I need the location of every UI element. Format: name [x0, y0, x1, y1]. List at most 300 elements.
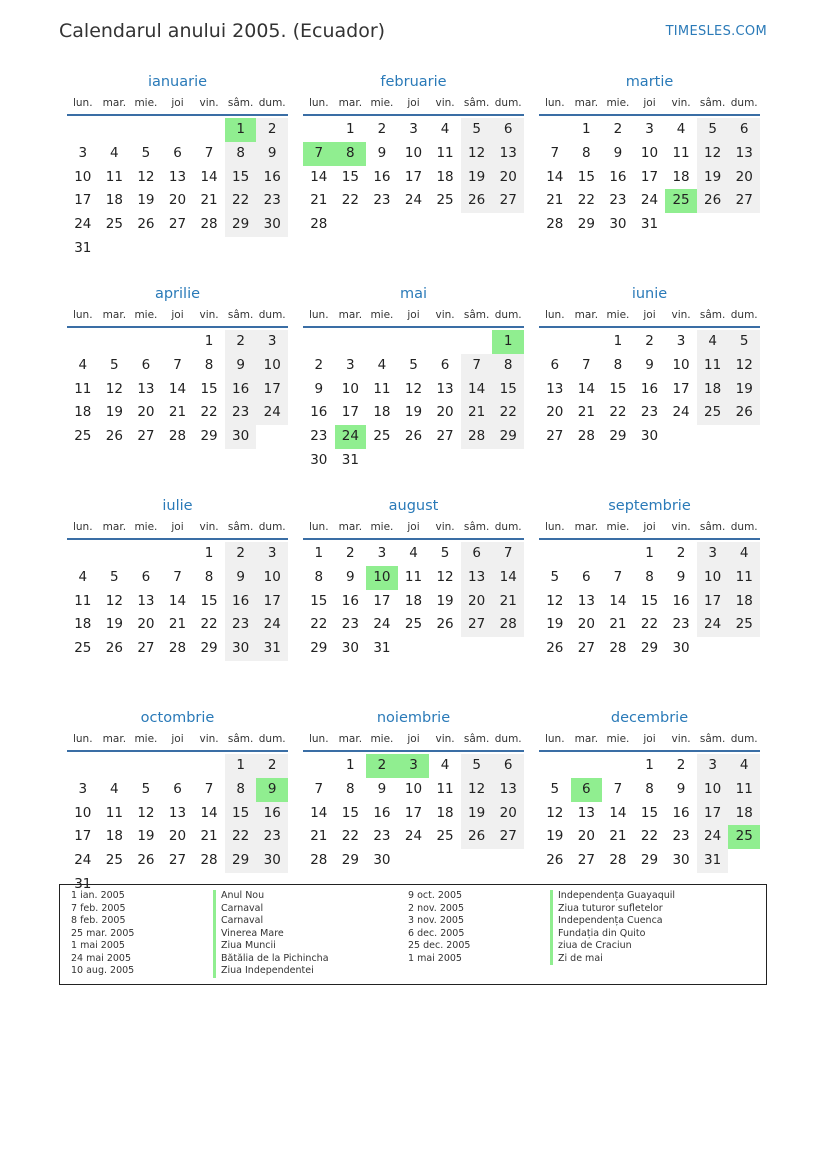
day-cell: 2	[256, 118, 288, 142]
day-cell: 24	[74, 216, 92, 233]
day-cell: 1	[645, 757, 654, 773]
day-cell: 17	[256, 590, 288, 614]
day-cell: 16	[225, 378, 257, 402]
day-cell: 17	[341, 404, 359, 421]
weekday-label: mar.	[102, 97, 127, 109]
day-cell: 28	[310, 216, 328, 233]
day-cell: 26	[436, 616, 454, 633]
day-cell: 4	[78, 356, 88, 373]
weekday-label: mie.	[606, 521, 630, 533]
day-cell: 10	[74, 168, 92, 185]
empty-cell	[571, 754, 603, 778]
weekday-label: lun.	[544, 521, 565, 533]
empty-cell	[335, 330, 367, 354]
day-cell: 18	[74, 616, 92, 633]
day-cell: 5	[461, 754, 493, 778]
day-cell: 24	[697, 825, 729, 849]
weekday-label: dum.	[730, 733, 758, 745]
empty-cell	[539, 118, 571, 142]
day-cell: 28	[200, 216, 218, 233]
day-grid	[539, 542, 760, 661]
holiday-day-cell: 7	[303, 142, 335, 166]
weekday-label: sâm.	[227, 521, 254, 533]
day-cell: 25	[373, 428, 391, 445]
day-cell: 27	[168, 852, 187, 869]
day-cell: 21	[577, 404, 595, 421]
day-cell: 21	[609, 828, 627, 845]
day-cell: 11	[105, 804, 123, 821]
day-cell: 11	[436, 144, 454, 161]
day-cell: 26	[137, 852, 155, 869]
day-cell: 29	[640, 640, 659, 657]
day-cell: 17	[697, 802, 729, 826]
month-ianuarie	[67, 72, 288, 284]
day-cell: 3	[676, 333, 686, 349]
day-cell: 1	[225, 754, 257, 778]
day-cell: 7	[492, 542, 524, 566]
day-cell: 30	[672, 640, 690, 657]
day-cell: 4	[676, 121, 686, 137]
day-cell: 15	[640, 592, 659, 609]
weekday-label: joi	[407, 521, 420, 533]
day-cell: 6	[728, 118, 760, 142]
day-cell: 27	[728, 189, 760, 213]
day-cell: 13	[137, 380, 155, 397]
weekday-label: sâm.	[699, 521, 726, 533]
day-grid	[303, 118, 524, 237]
empty-cell	[162, 330, 194, 354]
day-cell: 7	[613, 780, 623, 797]
day-cell: 17	[672, 380, 690, 397]
weekday-label: sâm.	[463, 97, 490, 109]
empty-cell	[461, 330, 493, 354]
day-cell: 27	[137, 428, 155, 445]
day-cell: 23	[672, 828, 690, 845]
day-cell: 14	[609, 804, 627, 821]
day-cell: 21	[200, 828, 218, 845]
weekday-label: dum.	[258, 733, 286, 745]
weekday-label: joi	[407, 309, 420, 321]
day-cell: 18	[436, 168, 454, 185]
day-cell: 5	[440, 545, 450, 561]
day-cell: 22	[310, 616, 328, 633]
day-cell: 2	[256, 754, 288, 778]
day-cell: 23	[341, 616, 359, 633]
weekday-label: lun.	[308, 309, 329, 321]
day-cell: 17	[697, 590, 729, 614]
day-cell: 26	[137, 216, 155, 233]
day-cell: 10	[404, 780, 423, 797]
holiday-day-cell: 1	[225, 118, 257, 142]
day-cell: 13	[577, 592, 595, 609]
day-cell: 4	[78, 568, 88, 585]
day-cell: 26	[105, 428, 123, 445]
day-cell: 14	[609, 592, 627, 609]
day-cell: 16	[672, 592, 690, 609]
day-cell: 17	[640, 168, 659, 185]
weekday-label: dum.	[730, 309, 758, 321]
day-cell: 6	[550, 356, 560, 373]
empty-cell	[398, 330, 430, 354]
day-cell: 5	[110, 356, 119, 373]
site-link[interactable]: TIMESLES.COM	[665, 24, 767, 39]
weekday-header	[303, 516, 524, 540]
month-name: septembrie	[608, 498, 691, 514]
day-cell: 26	[546, 852, 564, 869]
legend-entry: 24 mai 2005	[71, 952, 132, 964]
legend-entry: Independența Cuenca	[550, 915, 675, 928]
day-cell: 20	[728, 166, 760, 190]
day-cell: 28	[546, 216, 564, 233]
day-cell: 15	[609, 380, 627, 397]
day-cell: 18	[697, 378, 729, 402]
day-cell: 29	[577, 216, 595, 233]
day-grid	[303, 754, 524, 873]
day-cell: 24	[640, 192, 659, 209]
weekday-label: vin.	[435, 733, 455, 745]
day-cell: 19	[546, 616, 564, 633]
day-cell: 25	[697, 401, 729, 425]
weekday-header	[67, 516, 288, 540]
empty-cell	[162, 542, 194, 566]
legend-entry: 6 dec. 2005	[408, 927, 465, 939]
legend-entry: Bătălia de la Pichincha	[213, 953, 329, 966]
weekday-label: vin.	[671, 733, 691, 745]
day-cell: 23	[256, 825, 288, 849]
day-grid	[539, 118, 760, 237]
day-cell: 7	[314, 780, 324, 797]
day-cell: 21	[168, 616, 187, 633]
empty-cell	[130, 542, 162, 566]
day-cell: 23	[672, 616, 690, 633]
day-cell: 3	[377, 545, 387, 561]
day-cell: 28	[310, 852, 328, 869]
day-cell: 22	[492, 401, 524, 425]
legend-names-column-2	[550, 890, 675, 965]
day-cell: 20	[546, 404, 564, 421]
day-cell: 2	[645, 333, 654, 349]
month-septembrie	[539, 496, 760, 708]
day-cell: 20	[577, 616, 595, 633]
day-cell: 21	[546, 192, 564, 209]
weekday-header	[539, 304, 760, 328]
day-cell: 4	[110, 144, 119, 161]
empty-cell	[67, 118, 99, 142]
day-cell: 9	[377, 780, 387, 797]
month-name: decembrie	[610, 710, 689, 726]
empty-cell	[67, 330, 99, 354]
weekday-header	[67, 728, 288, 752]
day-cell: 22	[640, 616, 659, 633]
day-cell: 22	[640, 828, 659, 845]
day-cell: 14	[168, 380, 187, 397]
legend-entry: 9 oct. 2005	[408, 890, 463, 901]
legend-dates-column-2	[408, 890, 470, 965]
day-cell: 6	[173, 144, 182, 161]
day-cell: 4	[440, 121, 450, 137]
day-cell: 16	[310, 404, 328, 421]
day-cell: 9	[225, 566, 257, 590]
day-cell: 24	[404, 192, 423, 209]
day-cell: 8	[645, 568, 654, 585]
day-cell: 12	[546, 592, 564, 609]
day-cell: 5	[141, 144, 151, 161]
weekday-label: lun.	[72, 97, 93, 109]
day-cell: 7	[582, 356, 591, 373]
day-cell: 8	[613, 356, 623, 373]
day-cell: 14	[577, 380, 595, 397]
day-cell: 19	[137, 828, 155, 845]
day-cell: 19	[697, 166, 729, 190]
day-cell: 16	[609, 168, 627, 185]
weekday-header	[539, 516, 760, 540]
weekday-label: lun.	[308, 733, 329, 745]
weekday-label: mie.	[606, 97, 630, 109]
weekday-label: dum.	[730, 97, 758, 109]
day-cell: 9	[346, 568, 355, 585]
day-cell: 3	[409, 121, 418, 137]
weekday-label: mie.	[134, 733, 158, 745]
day-cell: 18	[404, 592, 423, 609]
empty-cell	[429, 330, 461, 354]
weekday-label: mie.	[370, 309, 394, 321]
day-cell: 10	[404, 144, 423, 161]
day-cell: 12	[697, 142, 729, 166]
day-cell: 25	[728, 613, 760, 637]
empty-cell	[162, 754, 194, 778]
day-cell: 19	[436, 592, 454, 609]
day-cell: 28	[492, 613, 524, 637]
month-august	[303, 496, 524, 708]
day-cell: 17	[74, 192, 92, 209]
day-cell: 30	[640, 428, 659, 445]
day-cell: 11	[697, 354, 729, 378]
day-cell: 24	[74, 852, 92, 869]
legend-entry: Carnaval	[213, 915, 329, 928]
weekday-label: vin.	[671, 309, 691, 321]
day-cell: 7	[461, 354, 493, 378]
day-cell: 12	[137, 804, 155, 821]
day-cell: 13	[492, 778, 524, 802]
legend-entry: 7 feb. 2005	[71, 902, 126, 914]
day-cell: 5	[728, 330, 760, 354]
day-cell: 31	[256, 637, 288, 661]
day-cell: 8	[645, 780, 654, 797]
empty-cell	[539, 330, 571, 354]
day-cell: 21	[168, 404, 187, 421]
day-cell: 8	[492, 354, 524, 378]
day-cell: 18	[105, 192, 123, 209]
day-cell: 23	[310, 428, 328, 445]
day-cell: 6	[141, 568, 151, 585]
legend-entry: Independența Guayaquil	[550, 890, 675, 903]
day-cell: 8	[346, 780, 355, 797]
weekday-label: lun.	[544, 97, 565, 109]
weekday-header	[67, 304, 288, 328]
day-cell: 25	[404, 616, 423, 633]
day-cell: 6	[173, 780, 182, 797]
day-cell: 2	[346, 545, 355, 561]
weekday-label: mie.	[606, 733, 630, 745]
day-cell: 12	[461, 778, 493, 802]
day-cell: 13	[546, 380, 564, 397]
holiday-day-cell: 8	[335, 142, 367, 166]
day-cell: 24	[672, 404, 690, 421]
weekday-label: dum.	[258, 309, 286, 321]
day-cell: 3	[256, 542, 288, 566]
page-title: Calendarul anului 2005. (Ecuador)	[59, 20, 386, 42]
weekday-label: mar.	[338, 733, 363, 745]
day-cell: 30	[225, 425, 257, 449]
weekday-label: vin.	[671, 521, 691, 533]
day-cell: 29	[640, 852, 659, 869]
weekday-label: sâm.	[227, 733, 254, 745]
day-cell: 23	[256, 189, 288, 213]
day-cell: 1	[582, 121, 591, 137]
day-cell: 15	[225, 166, 257, 190]
day-cell: 3	[697, 542, 729, 566]
day-grid	[67, 754, 288, 897]
day-cell: 3	[697, 754, 729, 778]
weekday-label: vin.	[199, 733, 219, 745]
day-cell: 21	[609, 616, 627, 633]
weekday-label: mar.	[102, 521, 127, 533]
day-cell: 26	[461, 189, 493, 213]
day-cell: 18	[373, 404, 391, 421]
weekday-label: dum.	[494, 521, 522, 533]
day-cell: 5	[110, 568, 119, 585]
day-cell: 26	[404, 428, 423, 445]
day-cell: 20	[492, 802, 524, 826]
day-cell: 15	[225, 802, 257, 826]
weekday-label: joi	[171, 733, 184, 745]
day-cell: 20	[168, 828, 187, 845]
day-cell: 15	[492, 378, 524, 402]
holiday-day-cell: 3	[398, 754, 430, 778]
legend-entry: Carnaval	[213, 903, 329, 916]
weekday-label: dum.	[730, 521, 758, 533]
day-cell: 2	[676, 757, 686, 773]
day-cell: 22	[200, 404, 218, 421]
day-cell: 24	[373, 616, 391, 633]
weekday-label: dum.	[494, 309, 522, 321]
weekday-header	[539, 728, 760, 752]
legend-entry: 8 feb. 2005	[71, 915, 126, 926]
month-name: iunie	[631, 286, 668, 302]
day-cell: 22	[225, 189, 257, 213]
empty-cell	[162, 118, 194, 142]
day-cell: 27	[492, 189, 524, 213]
day-cell: 17	[404, 804, 423, 821]
day-cell: 9	[225, 354, 257, 378]
day-cell: 29	[609, 428, 627, 445]
weekday-label: lun.	[308, 521, 329, 533]
day-cell: 20	[137, 616, 155, 633]
day-cell: 29	[225, 213, 257, 237]
day-cell: 1	[204, 545, 214, 561]
day-cell: 2	[676, 545, 686, 561]
legend-entry: Ziua Independentei	[213, 965, 329, 978]
month-noiembrie	[303, 708, 524, 908]
day-cell: 5	[409, 356, 418, 373]
holiday-day-cell: 1	[492, 330, 524, 354]
day-cell: 10	[672, 356, 690, 373]
empty-cell	[303, 118, 335, 142]
empty-cell	[571, 542, 603, 566]
weekday-label: lun.	[72, 733, 93, 745]
day-cell: 9	[645, 356, 654, 373]
day-cell: 13	[492, 142, 524, 166]
day-cell: 27	[577, 852, 595, 869]
day-cell: 28	[168, 428, 187, 445]
day-cell: 15	[577, 168, 595, 185]
day-cell: 9	[676, 568, 686, 585]
day-cell: 11	[105, 168, 123, 185]
day-cell: 16	[225, 590, 257, 614]
day-cell: 20	[137, 404, 155, 421]
day-cell: 31	[697, 849, 729, 873]
month-name: octombrie	[140, 710, 215, 726]
day-cell: 5	[550, 568, 560, 585]
day-cell: 30	[225, 637, 257, 661]
weekday-label: sâm.	[463, 309, 490, 321]
weekday-label: mie.	[370, 521, 394, 533]
day-cell: 16	[373, 804, 391, 821]
holiday-day-cell: 2	[366, 754, 398, 778]
day-cell: 28	[168, 640, 187, 657]
day-cell: 25	[436, 828, 454, 845]
day-cell: 10	[341, 380, 359, 397]
day-cell: 29	[341, 852, 359, 869]
legend-entry: 25 dec. 2005	[408, 940, 471, 951]
day-cell: 31	[74, 875, 92, 892]
day-cell: 25	[74, 640, 92, 657]
day-cell: 27	[577, 640, 595, 657]
day-cell: 30	[310, 451, 328, 468]
day-cell: 18	[728, 802, 760, 826]
day-cell: 24	[256, 613, 288, 637]
weekday-label: mar.	[574, 521, 599, 533]
weekday-label: mar.	[102, 309, 127, 321]
day-cell: 22	[200, 616, 218, 633]
day-cell: 23	[373, 828, 391, 845]
day-cell: 6	[461, 542, 493, 566]
empty-cell	[67, 754, 99, 778]
day-cell: 1	[645, 545, 654, 561]
holiday-day-cell: 10	[366, 566, 398, 590]
day-cell: 22	[225, 825, 257, 849]
day-cell: 16	[341, 592, 359, 609]
day-cell: 13	[436, 380, 454, 397]
day-cell: 27	[168, 216, 187, 233]
day-cell: 15	[640, 804, 659, 821]
day-cell: 17	[256, 378, 288, 402]
empty-cell	[130, 330, 162, 354]
day-cell: 2	[377, 121, 387, 137]
day-cell: 14	[168, 592, 187, 609]
day-cell: 13	[168, 168, 187, 185]
legend-entry: Ziua Muncii	[213, 940, 329, 953]
day-cell: 22	[577, 192, 595, 209]
day-cell: 3	[256, 330, 288, 354]
day-cell: 8	[225, 142, 257, 166]
weekday-label: lun.	[72, 521, 93, 533]
weekday-label: dum.	[258, 97, 286, 109]
weekday-label: mie.	[370, 97, 394, 109]
day-cell: 1	[204, 333, 214, 349]
legend-entry: Ziua tuturor sufletelor	[550, 903, 675, 916]
day-cell: 7	[204, 780, 214, 797]
